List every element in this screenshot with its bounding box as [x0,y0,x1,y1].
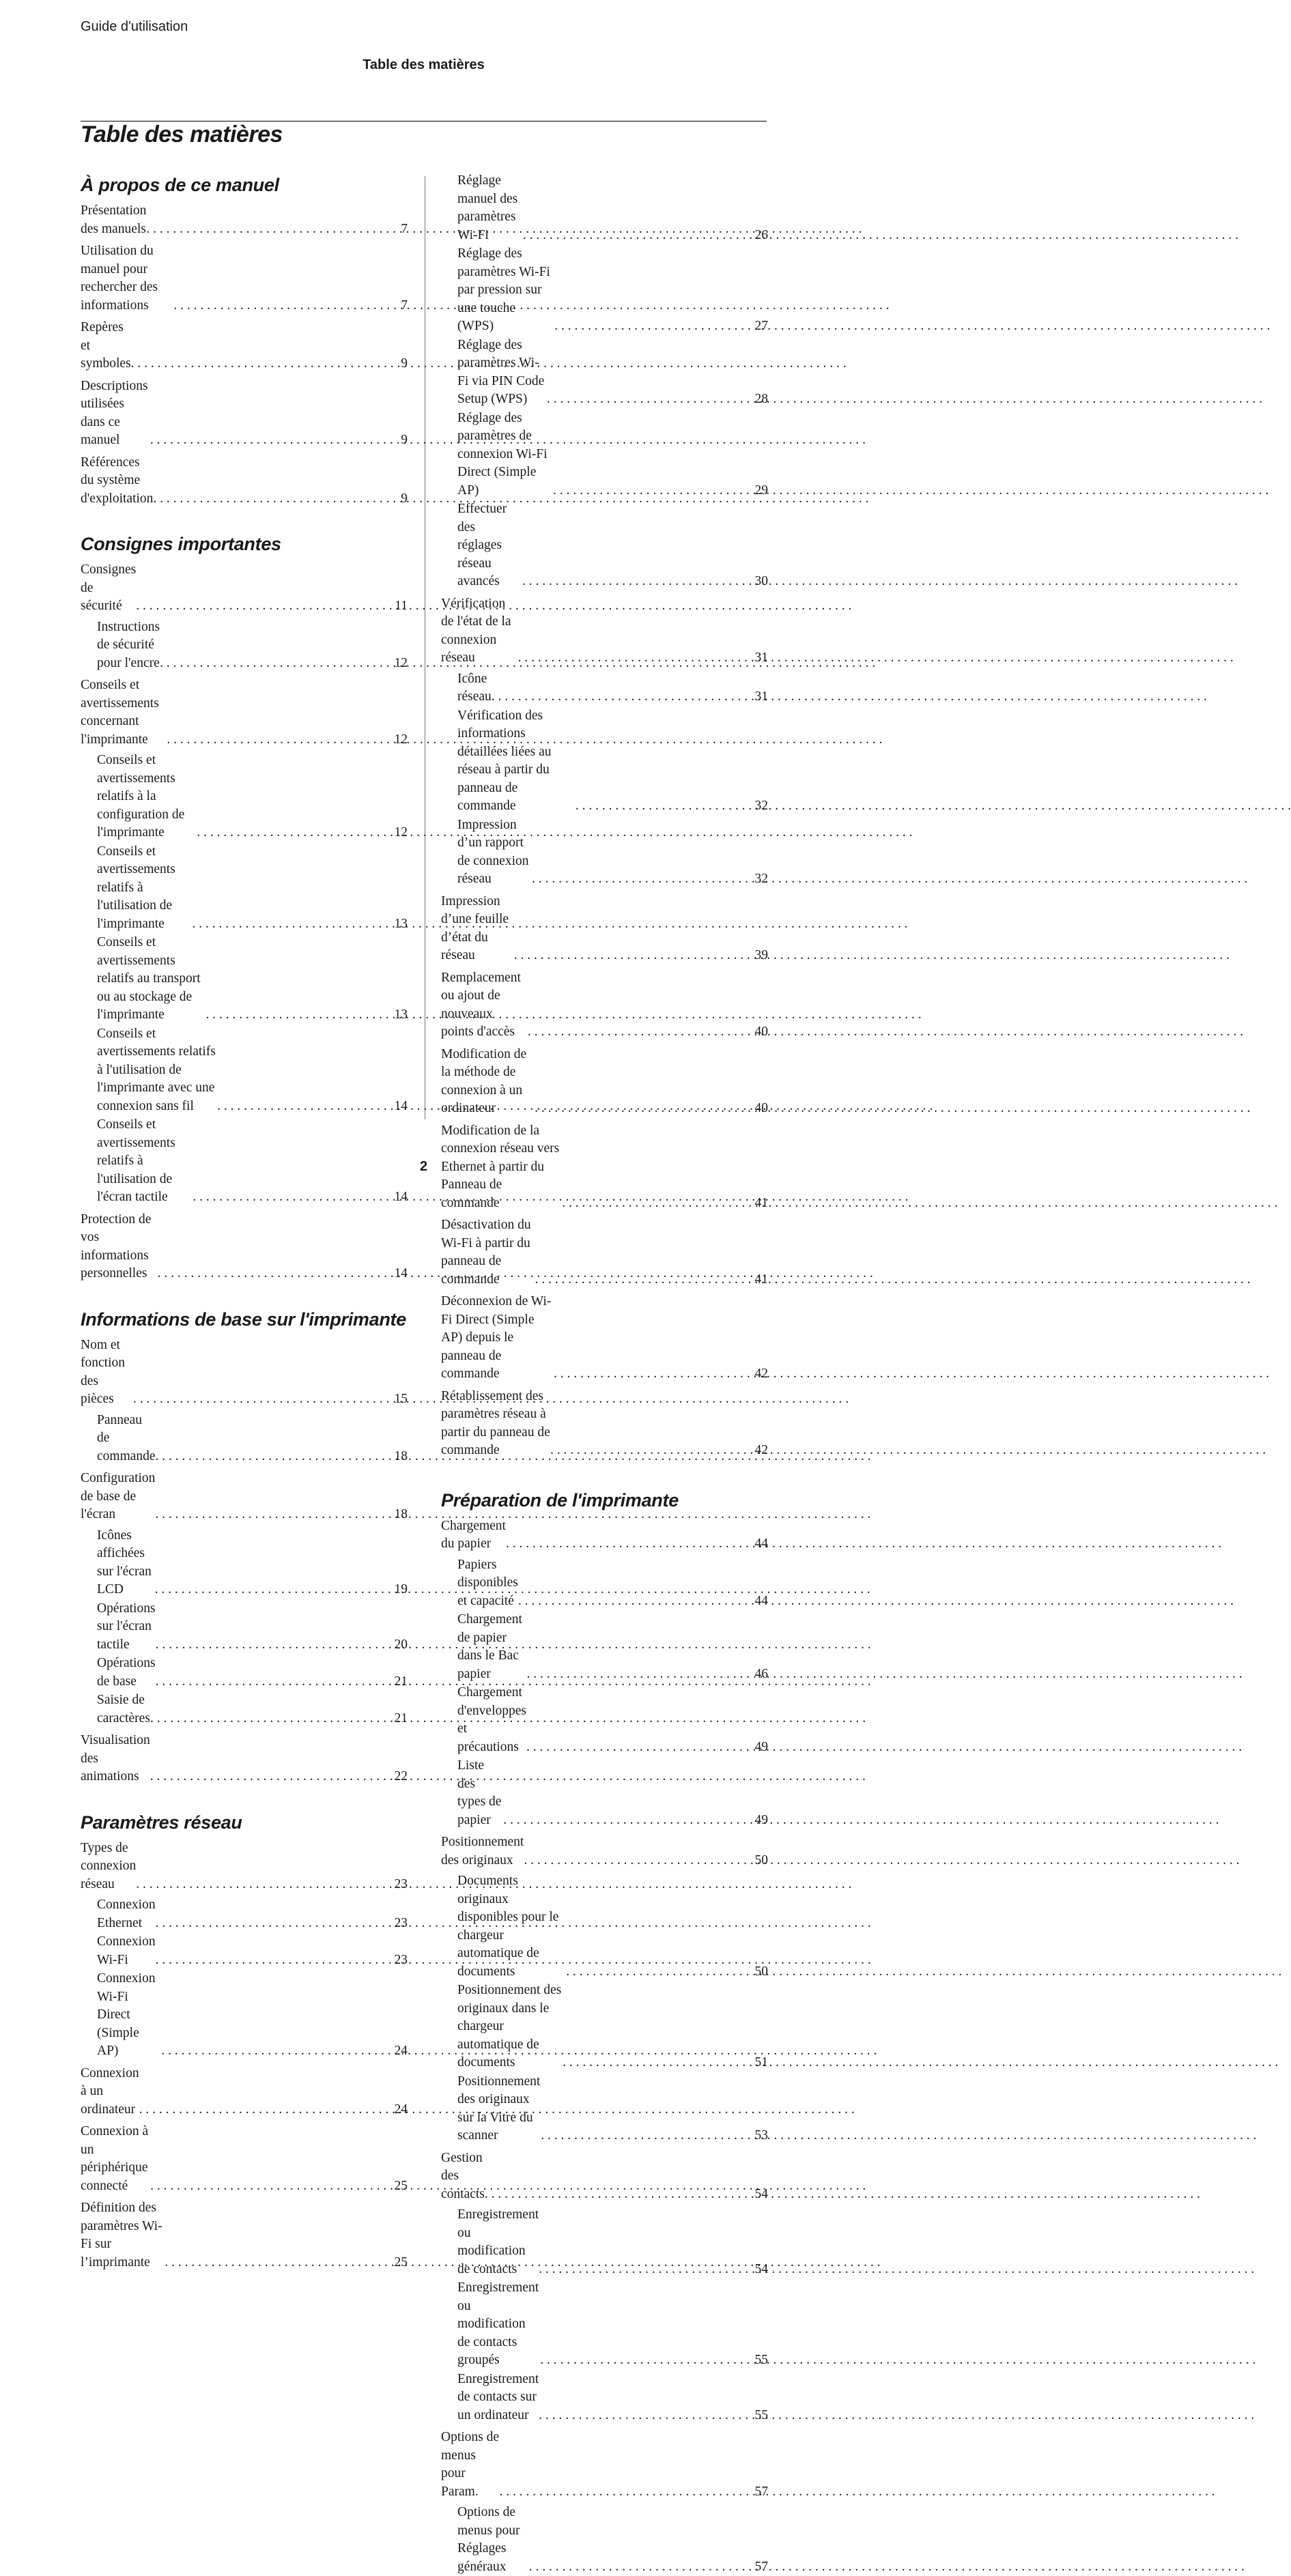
toc-left-column [81,172,408,2272]
toc-entry-page: 32 [754,870,769,889]
toc-entry-title: Visualisation des animations [81,1732,150,1786]
toc-entry-title: Conseils et avertissements relatifs à l'utilisation de l'imprimante [97,843,192,934]
dot-leader [554,317,753,336]
dot-leader [197,824,393,842]
dot-leader [523,227,754,245]
toc-entry-title: Connexion Wi-Fi Direct (Simple AP) [97,1970,161,2061]
dot-leader [156,1636,393,1655]
dot-leader [160,655,393,673]
toc-entry-page: 14 [393,1098,408,1116]
toc-entry-title: Conseils et avertissements concernant l'imprimante [81,676,167,749]
toc-entry-page: 40 [754,1023,769,1042]
toc-entry-page: 42 [754,1365,769,1384]
toc-right-column [441,172,768,2576]
section-heading: À propos de ce manuel [81,172,408,198]
toc-entry-page: 14 [393,1265,408,1283]
toc-section [81,172,408,508]
toc-entry-page: 14 [393,1188,408,1207]
toc-entry-title: Vérification de l'état de la connexion réseau [441,595,518,668]
dot-leader [136,1876,393,1894]
dot-leader [150,1710,393,1728]
toc-entry-page: 31 [754,688,769,706]
toc-entry-page: 23 [393,1876,408,1894]
dot-leader [217,1098,393,1116]
dot-leader [554,1365,753,1384]
toc-entry-page: 53 [754,2127,769,2145]
dot-leader [485,2186,754,2204]
toc-entry[interactable] [441,1517,768,1554]
dot-leader [540,2351,753,2370]
dot-leader [526,1738,754,1757]
toc-entry[interactable] [81,1527,408,1599]
toc-entry-page: 23 [393,1951,408,1970]
toc-entry[interactable] [81,1840,408,1894]
toc-entry[interactable] [441,1388,768,1460]
dot-leader [524,1852,753,1870]
toc-entry-title: Vérification des informations détaillées liées au réseau à partir du panneau de commande [457,707,576,816]
toc-entry-title: Désactivation du Wi-Fi à partir du panneau de commande [441,1216,535,1289]
dot-leader [146,220,399,239]
toc-entry-title: Descriptions utilisées dans ce manuel [81,377,150,450]
dot-leader [518,649,754,668]
toc-entry[interactable] [441,1833,768,1870]
page-title: Table des matières [81,121,283,148]
toc-entry-page: 50 [754,1852,769,1870]
dot-leader [131,355,400,373]
toc-entry-page: 44 [754,1592,769,1611]
toc-entry[interactable] [441,670,768,706]
toc-entry-page: 7 [399,297,408,315]
toc-entry[interactable] [81,1412,408,1466]
toc-entry-page: 55 [754,2407,769,2425]
toc-entry-title: Gestion des contacts [441,2149,485,2204]
toc-entry-page: 49 [754,1738,769,1757]
dot-leader [529,2558,754,2576]
toc-entry-title: Positionnement des originaux sur la Vitre du scanner [457,2073,541,2145]
dot-leader [492,688,754,706]
toc-entry[interactable] [441,172,768,244]
toc-entry-page: 44 [754,1535,769,1554]
dot-leader [506,1535,754,1554]
toc-entry[interactable] [441,1611,768,1683]
dot-leader [550,1442,754,1460]
dot-leader [205,1006,393,1025]
toc-entry[interactable] [81,1600,408,1655]
toc-entry-page: 20 [393,1636,408,1655]
section-heading: Préparation de l'imprimante [441,1487,768,1513]
toc-entry-title: Modification de la méthode de connexion à un ordinateur [441,1046,535,1118]
toc-entry[interactable] [441,2504,768,2576]
toc-entry-title: Réglage des paramètres Wi-Fi par pression sur une touche (WPS) [457,245,554,336]
section-heading: Paramètres réseau [81,1809,408,1835]
dot-leader [165,2254,393,2272]
header-title: Table des matières [0,57,847,73]
toc-entry[interactable] [81,454,408,509]
toc-entry-title: Réglage manuel des paramètres Wi-Fi [457,172,523,244]
toc-entry-title: Utilisation du manuel pour rechercher des informations [81,242,173,315]
toc-entry-title: Déconnexion de Wi-Fi Direct (Simple AP) depuis le panneau de commande [441,1293,554,1384]
dot-leader [150,431,399,450]
toc-entry-page: 26 [754,227,769,245]
toc-entry[interactable] [441,893,768,965]
toc-entry-title: Opérations sur l'écran tactile [97,1600,156,1655]
toc-section [81,1809,408,2272]
toc-entry-page: 9 [399,490,408,509]
toc-entry-title: Rétablissement des paramètres réseau à partir du panneau de commande [441,1388,550,1460]
toc-entry-page: 21 [393,1673,408,1691]
toc-entry-title: Icônes affichées sur l'écran LCD [97,1527,155,1599]
toc-section [441,1487,768,2576]
toc-entry-title: Connexion Wi-Fi [97,1933,156,1969]
toc-entry[interactable] [441,707,768,816]
toc-entry-title: Définition des paramètres Wi-Fi sur l’imprimante [81,2199,165,2272]
toc-entry-page: 12 [393,824,408,842]
toc-entry-title: Effectuer des réglages réseau avancés [457,500,522,591]
dot-leader [503,1812,753,1830]
toc-entry[interactable] [441,595,768,668]
toc-entry[interactable] [441,1216,768,1289]
toc-entry-page: 39 [754,947,769,965]
toc-entry-title: Conseils et avertissements relatifs à la configuration de l'imprimante [97,752,197,842]
toc-entry-title: Connexion à un périphérique connecté [81,2123,150,2195]
toc-entry[interactable] [81,1470,408,1524]
dot-leader [155,1581,393,1599]
toc-entry[interactable] [81,561,408,616]
toc-entry-title: Instructions de sécurité pour l'encre [97,618,160,673]
toc-entry-page: 13 [393,1006,408,1025]
toc-entry-page: 12 [393,655,408,673]
toc-entry-page: 18 [393,1448,408,1466]
toc-entry[interactable] [81,1691,408,1728]
toc-entry-title: Enregistrement ou modification de contacts [457,2206,539,2278]
toc-entry-page: 7 [399,220,408,239]
toc-entry-page: 31 [754,649,769,668]
toc-entry-page: 30 [754,573,769,591]
toc-entry-page: 25 [393,2177,408,2196]
toc-entry-title: Connexion à un ordinateur [81,2065,139,2119]
toc-entry[interactable] [81,676,408,749]
toc-entry[interactable] [81,1970,408,2061]
toc-entry-page: 57 [754,2483,769,2502]
toc-entry-title: Impression d’une feuille d’état du réseau [441,893,514,965]
toc-entry-title: Chargement du papier [441,1517,506,1554]
toc-entry[interactable] [81,934,408,1025]
toc-entry-title: Positionnement des originaux dans le chargeur automatique de documents [457,1981,563,2072]
toc-entry-page: 54 [754,2261,769,2279]
toc-entry[interactable] [81,242,408,315]
dot-leader [535,1271,754,1289]
toc-entry[interactable] [441,500,768,591]
toc-entry-title: Impression d’un rapport de connexion réseau [457,816,532,889]
dot-leader [535,1100,753,1118]
toc-entry-title: Types de connexion réseau [81,1840,136,1894]
toc-entry-page: 57 [754,2558,769,2576]
toc-entry-page: 12 [393,731,408,749]
toc-entry-title: Références du système d'exploitation [81,454,153,509]
toc-entry[interactable] [81,1211,408,1283]
toc-entry-page: 28 [754,390,769,409]
toc-entry-title: Réglage des paramètres de connexion Wi-Fi Direct (Simple AP) [457,410,553,500]
toc-entry-page: 13 [393,915,408,934]
toc-entry[interactable] [441,969,768,1042]
toc-entry[interactable] [441,1872,768,1981]
dot-leader [553,482,753,500]
toc-entry-page: 51 [754,2054,769,2072]
toc-entry-title: Conseils et avertissements relatifs à l'utilisation de l'imprimante avec une connexion sans fil [97,1025,217,1116]
dot-leader [500,2483,754,2502]
toc-entry-title: Enregistrement de contacts sur un ordinateur [457,2371,539,2425]
toc-entry[interactable] [441,337,768,409]
toc-entry-title: Repères et symboles [81,319,131,373]
toc-entry[interactable] [441,816,768,889]
toc-entry[interactable] [81,752,408,842]
dot-leader [528,1023,754,1042]
toc-entry-title: Opérations de base [97,1655,156,1691]
toc-entry-page: 32 [754,797,769,816]
dot-leader [576,797,754,816]
toc-entry[interactable] [81,1655,408,1691]
toc-entry-page: 18 [393,1506,408,1524]
dot-leader [139,2101,393,2119]
dot-leader [566,1963,753,1981]
dot-leader [156,1448,393,1466]
dot-leader [562,1194,753,1213]
toc-entry[interactable] [441,1684,768,1756]
toc-entry-page: 41 [753,1194,768,1213]
toc-entry[interactable] [441,1046,768,1118]
dot-leader [539,2407,753,2425]
toc-entry-title: Panneau de commande [97,1412,156,1466]
dot-leader [193,1188,393,1207]
toc-entry[interactable] [81,2123,408,2195]
toc-entry[interactable] [441,2371,768,2425]
dot-leader [136,597,393,616]
toc-entry[interactable] [81,1896,408,1932]
toc-entry[interactable] [441,1981,768,2072]
running-head: Guide d'utilisation [81,19,188,35]
toc-entry-title: Consignes de sécurité [81,561,136,616]
toc-entry-title: Conseils et avertissements relatifs au transport ou au stockage de l'imprimante [97,934,205,1025]
dot-leader [514,947,754,965]
dot-leader [547,390,754,409]
dot-leader [156,1951,393,1970]
toc-entry[interactable] [441,2279,768,2370]
toc-entry-title: Nom et fonction des pièces [81,1336,133,1409]
dot-leader [150,1768,393,1786]
toc-entry[interactable] [81,1732,408,1786]
toc-entry-title: Chargement d'enveloppes et précautions [457,1684,526,1756]
toc-entry-title: Réglage des paramètres Wi-Fi via PIN Code Setup (WPS) [457,337,547,409]
toc-entry-page: 41 [754,1271,769,1289]
section-heading: Consignes importantes [81,531,408,557]
dot-leader [156,1915,393,1933]
toc-entry-title: Icône réseau [457,670,492,706]
toc-entry-page: 40 [754,1100,769,1118]
toc-entry[interactable] [81,843,408,934]
toc-entry-title: Présentation des manuels [81,202,146,238]
toc-entry-page: 27 [754,317,769,336]
toc-entry-page: 54 [754,2186,769,2204]
toc-entry-title: Protection de vos informations personnelles [81,1211,158,1283]
dot-leader [133,1390,393,1409]
toc-entry-page: 24 [393,2101,408,2119]
toc-entry[interactable] [81,2199,408,2272]
toc-section [441,172,768,1460]
toc-entry-title: Conseils et avertissements relatifs à l'utilisation de l'écran tactile [97,1116,193,1207]
toc-entry-page: 46 [754,1665,769,1684]
toc-entry[interactable] [441,2073,768,2145]
toc-entry[interactable] [441,2429,768,2501]
dot-leader [539,2261,753,2279]
toc-entry-title: Papiers disponibles et capacité [457,1556,518,1611]
toc-entry-title: Positionnement des originaux [441,1833,524,1870]
toc-entry-title: Connexion Ethernet [97,1896,156,1932]
toc-entry-title: Chargement de papier dans le Bac papier [457,1611,526,1683]
toc-entry-title: Saisie de caractères [97,1691,150,1728]
toc-entry[interactable] [81,1933,408,1969]
toc-entry[interactable] [81,1025,408,1116]
toc-entry-page: 15 [393,1390,408,1409]
toc-entry-title: Documents originaux disponibles pour le chargeur automatique de documents [457,1872,566,1981]
dot-leader [156,1673,393,1691]
toc-entry-page: 22 [393,1768,408,1786]
dot-leader [526,1665,753,1684]
toc-entry-page: 9 [399,355,408,373]
toc-entry[interactable] [81,618,408,673]
dot-leader [150,2177,393,2196]
toc-entry[interactable] [81,2065,408,2119]
toc-entry[interactable] [441,1556,768,1611]
toc-entry-page: 29 [754,482,769,500]
page-number: 2 [0,1159,847,1175]
dot-leader [173,297,399,315]
toc-entry-page: 11 [393,597,408,616]
toc-entry[interactable] [81,202,408,238]
toc-entry-page: 23 [393,1915,408,1933]
toc-entry[interactable] [441,1757,768,1829]
toc-entry-title: Remplacement ou ajout de nouveaux points d'accès [441,969,528,1042]
toc-entry-page: 50 [754,1963,769,1981]
toc-entry-page: 21 [393,1710,408,1728]
toc-section [81,1306,408,1786]
dot-leader [155,1506,393,1524]
toc-entry-title: Options de menus pour Réglages généraux [457,2504,529,2576]
toc-entry-page: 24 [393,2042,408,2061]
toc-entry[interactable] [81,319,408,373]
dot-leader [161,2042,393,2061]
toc-entry[interactable] [441,410,768,500]
toc-entry-page: 55 [754,2351,769,2370]
dot-leader [518,1592,754,1611]
toc-entry-title: Modification de la connexion réseau vers Ethernet à partir du Panneau de commande [441,1122,562,1213]
dot-leader [192,915,393,934]
dot-leader [522,573,754,591]
dot-leader [167,731,393,749]
dot-leader [153,490,399,509]
dot-leader [541,2127,753,2145]
toc-entry-title: Enregistrement ou modification de contacts groupés [457,2279,540,2370]
dot-leader [532,870,753,889]
toc-entry[interactable] [441,1293,768,1384]
toc-entry[interactable] [81,377,408,450]
toc-entry-title: Configuration de base de l'écran [81,1470,155,1524]
toc-entry-page: 49 [754,1812,769,1830]
dot-leader [563,2054,753,2072]
toc-entry[interactable] [441,2149,768,2204]
toc-entry[interactable] [81,1336,408,1409]
toc-entry[interactable] [441,2206,768,2278]
toc-entry-page: 25 [393,2254,408,2272]
toc-entry-title: Options de menus pour Param. [441,2429,500,2501]
toc-entry-page: 19 [393,1581,408,1599]
toc-entry-page: 9 [399,431,408,450]
section-heading: Informations de base sur l'imprimante [81,1306,408,1332]
dot-leader [158,1265,393,1283]
toc-entry[interactable] [441,245,768,336]
toc-entry-title: Liste des types de papier [457,1757,503,1829]
toc-entry-page: 42 [754,1442,769,1460]
